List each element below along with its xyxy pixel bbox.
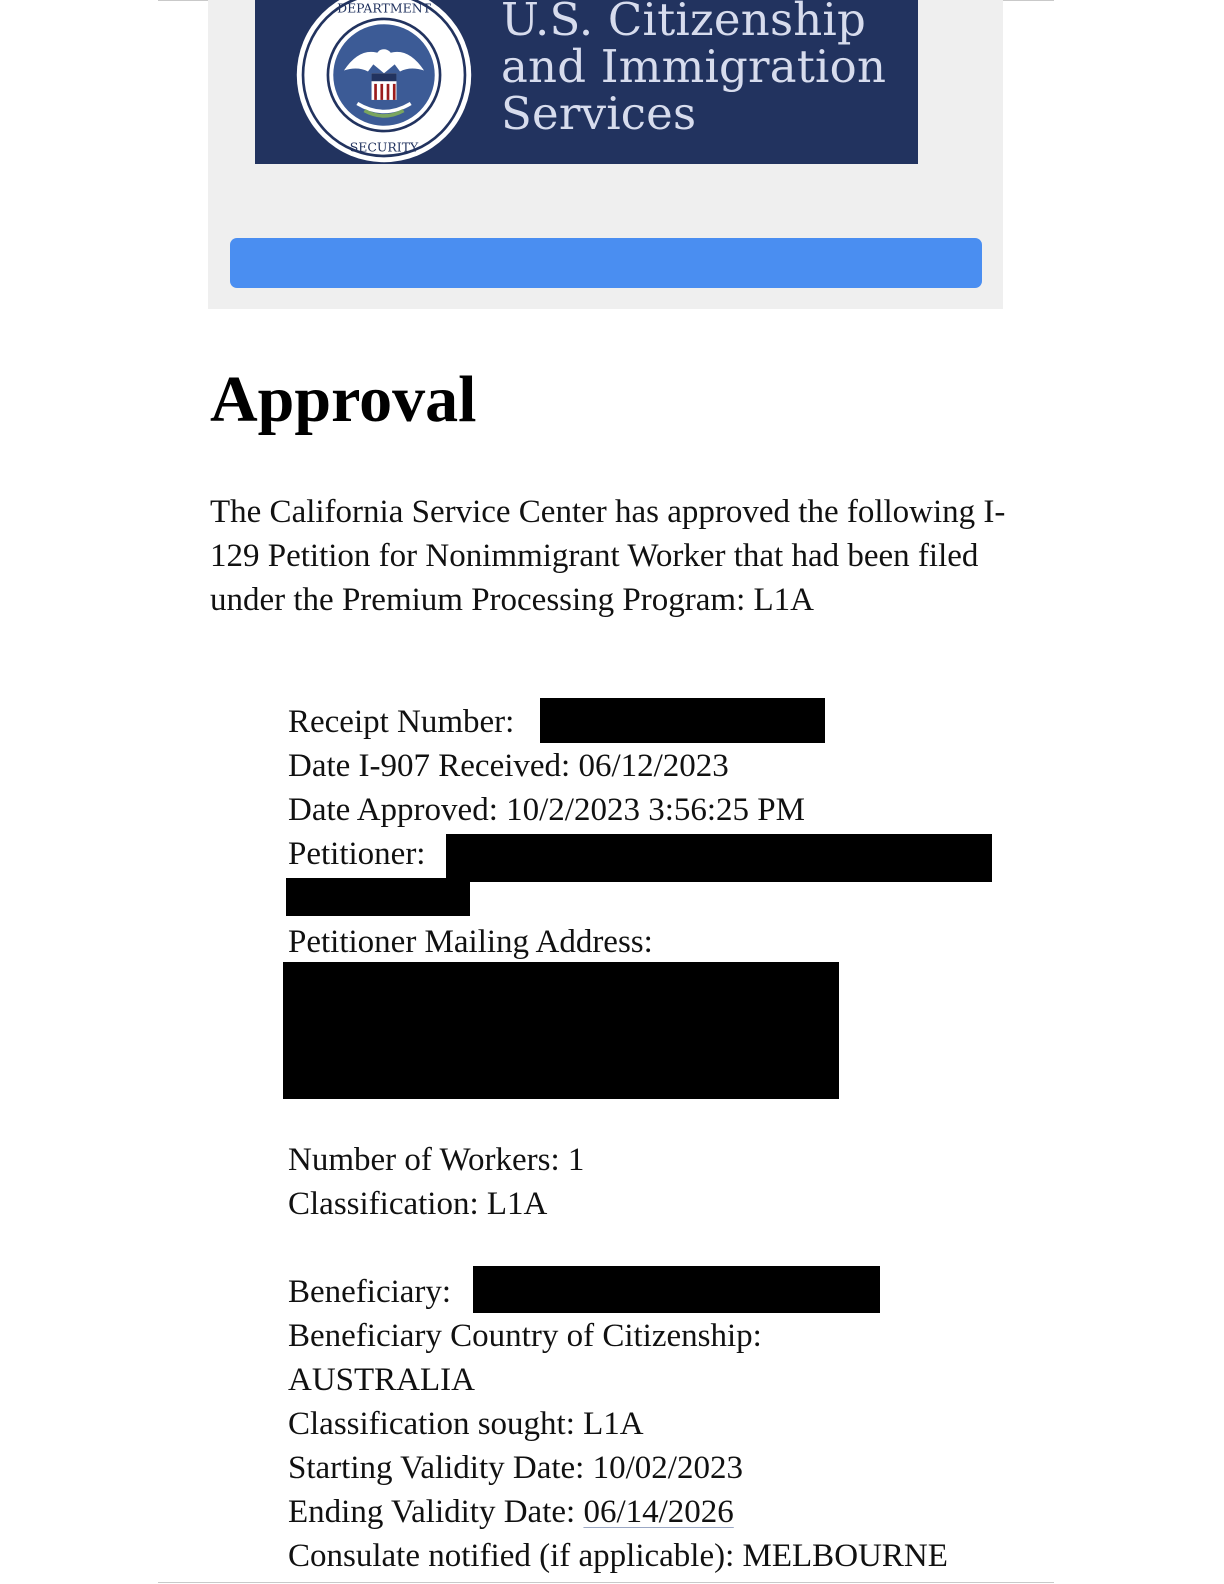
redacted-receipt-number — [540, 698, 825, 743]
classification: Classification: L1A — [288, 1186, 548, 1222]
redacted-petitioner — [446, 834, 992, 882]
petitioner-label: Petitioner: — [288, 836, 426, 872]
agency-title-line: U.S. Citizenship — [501, 0, 867, 46]
agency-title-line: Services — [501, 87, 697, 140]
beneficiary-country-value: AUSTRALIA — [288, 1362, 475, 1398]
agency-title-line: and Immigration — [501, 40, 887, 93]
receipt-number-row — [288, 700, 514, 744]
redacted-petitioner-continued — [286, 878, 470, 916]
ending-validity-label: Ending Validity Date: — [288, 1494, 584, 1530]
petitioner-mailing-address-label: Petitioner Mailing Address: — [288, 924, 653, 960]
ending-validity-row — [288, 1490, 734, 1534]
number-of-workers: Number of Workers: 1 — [288, 1142, 585, 1178]
beneficiary-row — [288, 1270, 451, 1314]
redacted-beneficiary — [473, 1266, 880, 1313]
ending-validity-date: 06/14/2026 — [583, 1494, 734, 1530]
beneficiary-country-label: Beneficiary Country of Citizenship: — [288, 1318, 762, 1354]
svg-text:SECURITY: SECURITY — [349, 139, 419, 155]
starting-validity-date: Starting Validity Date: 10/02/2023 — [288, 1450, 743, 1486]
redacted-mailing-address — [283, 962, 839, 1099]
date-i907-received: Date I-907 Received: 06/12/2023 — [288, 748, 729, 784]
beneficiary-label: Beneficiary: — [288, 1274, 452, 1310]
dhs-seal-icon — [295, 0, 473, 164]
classification-sought: Classification sought: L1A — [288, 1406, 644, 1442]
page-title: Approval — [210, 363, 477, 436]
agency-title — [501, 0, 887, 140]
blue-action-bar[interactable] — [230, 238, 982, 288]
petitioner-row — [288, 832, 425, 876]
svg-text:DEPARTMENT: DEPARTMENT — [337, 0, 431, 16]
bottom-edge-line — [158, 1582, 1054, 1583]
uscis-banner — [255, 0, 918, 164]
consulate-notified: Consulate notified (if applicable): MELBOURNE — [288, 1538, 948, 1574]
approval-intro-text: The California Service Center has approved the following I-129 Petition for Nonimmigrant Worker that had been filed under the Premium Processing Program: L1A — [210, 494, 1006, 618]
date-approved: Date Approved: 10/2/2023 3:56:25 PM — [288, 792, 805, 828]
receipt-number-label: Receipt Number: — [288, 704, 515, 740]
